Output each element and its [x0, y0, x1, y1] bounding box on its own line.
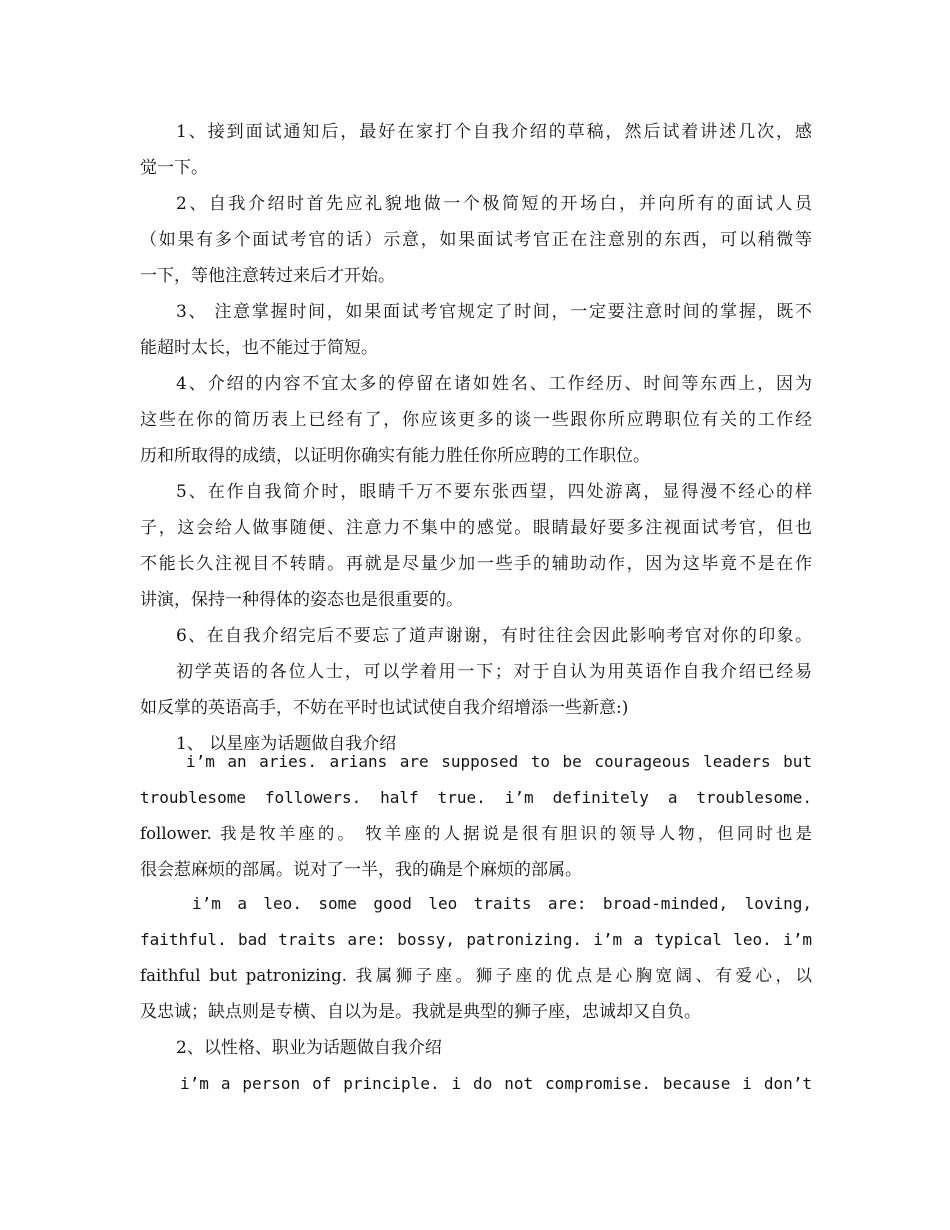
english-aries-line-1: i’m an aries. arians are supposed to be courageous leaders but	[186, 752, 812, 771]
english-leo-line-1: i’m a leo. some good leo traits are: broad-minded, loving,	[192, 894, 812, 913]
paragraph-6-line-1: 6、在自我介绍完后不要忘了道声谢谢，有时往往会因此影响考官对你的印象。	[176, 626, 812, 646]
english-aries-line-2: troublesome followers. half true. i’m definitely a troublesome.	[140, 788, 812, 807]
paragraph-5-line-2: 子，这会给人做事随便、注意力不集中的感觉。眼睛最好要多注视面试考官，但也	[140, 518, 812, 538]
paragraph-4-line-2: 这些在你的简历表上已经有了，你应该更多的谈一些跟你所应聘职位有关的工作经	[140, 410, 812, 430]
bilingual-leo-line-3: faithful but patronizing. 我属狮子座。狮子座的优点是心胸宽阔、有爱心，以	[140, 966, 812, 985]
section-heading-2: 2、以性格、职业为话题做自我介绍	[176, 1038, 442, 1058]
paragraph-2-line-3: 一下，等他注意转过来后才开始。	[140, 266, 395, 286]
section-heading-1: 1、 以星座为话题做自我介绍	[176, 734, 397, 754]
paragraph-1-line-2: 觉一下。	[140, 158, 208, 178]
paragraph-3-line-1: 3、 注意掌握时间，如果面试考官规定了时间，一定要注意时间的掌握，既不	[176, 302, 812, 322]
paragraph-5-line-3: 不能长久注视目不转睛。再就是尽量少加一些手的辅助动作，因为这毕竟不是在作	[140, 554, 812, 574]
paragraph-1-line-1: 1、接到面试通知后，最好在家打个自我介绍的草稿，然后试着讲述几次，感	[176, 122, 812, 142]
paragraph-7-line-2: 如反掌的英语高手，不妨在平时也试试使自我介绍增添一些新意:)	[140, 698, 629, 718]
paragraph-2-line-1: 2、自我介绍时首先应礼貌地做一个极简短的开场白，并向所有的面试人员	[176, 194, 812, 214]
paragraph-3-line-2: 能超时太长，也不能过于简短。	[140, 338, 378, 358]
paragraph-4-line-1: 4、介绍的内容不宜太多的停留在诸如姓名、工作经历、时间等东西上，因为	[176, 374, 812, 394]
bilingual-aries-line-3: follower. 我是牧羊座的。 牧羊座的人据说是很有胆识的领导人物，但同时也是	[140, 824, 812, 843]
chinese-aries-line-4: 很会惹麻烦的部属。说对了一半，我的确是个麻烦的部属。	[140, 860, 582, 880]
english-leo-line-2: faithful. bad traits are: bossy, patronizing. i’m a typical leo. i’m	[140, 930, 812, 949]
chinese-leo-line-4: 及忠诚；缺点则是专横、自以为是。我就是典型的狮子座，忠诚却又自负。	[140, 1002, 701, 1022]
paragraph-5-line-1: 5、在作自我简介时，眼睛千万不要东张西望，四处游离，显得漫不经心的样	[176, 482, 812, 502]
paragraph-4-line-3: 历和所取得的成绩，以证明你确实有能力胜任你所应聘的工作职位。	[140, 446, 650, 466]
english-principle-line-1: i’m a person of principle. i do not compromise. because i don’t	[180, 1074, 812, 1093]
paragraph-5-line-4: 讲演，保持一种得体的姿态也是很重要的。	[140, 590, 463, 610]
paragraph-2-line-2: （如果有多个面试考官的话）示意，如果面试考官正在注意别的东西，可以稍微等	[140, 230, 812, 250]
paragraph-7-line-1: 初学英语的各位人士，可以学着用一下；对于自认为用英语作自我介绍已经易	[176, 662, 812, 682]
